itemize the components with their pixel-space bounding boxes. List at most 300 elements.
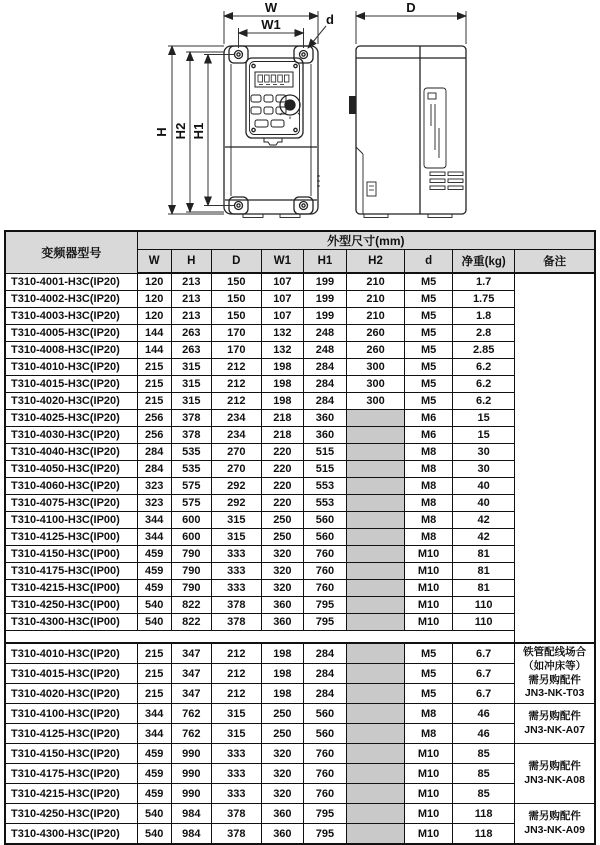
value-cell: 320 xyxy=(261,563,303,580)
value-cell: 459 xyxy=(137,784,171,804)
inverter-outline-drawing xyxy=(0,0,600,230)
value-cell: 320 xyxy=(261,764,303,784)
value-cell: 210 xyxy=(346,273,404,291)
value-cell: 198 xyxy=(261,664,303,684)
table-row xyxy=(5,563,595,580)
value-cell: 790 xyxy=(171,546,211,563)
value-cell: 333 xyxy=(211,764,261,784)
value-cell: 250 xyxy=(261,512,303,529)
value-cell: 215 xyxy=(137,664,171,684)
value-cell xyxy=(346,529,404,546)
value-cell: 150 xyxy=(211,291,261,308)
value-cell: 333 xyxy=(211,563,261,580)
table-row xyxy=(5,824,595,845)
value-cell: 292 xyxy=(211,495,261,512)
value-cell: 984 xyxy=(171,824,211,845)
value-cell: M5 xyxy=(405,393,453,410)
section-separator-row xyxy=(5,631,595,644)
value-cell: 560 xyxy=(303,724,346,744)
value-cell: 315 xyxy=(211,529,261,546)
value-cell: 220 xyxy=(261,495,303,512)
table-row xyxy=(5,784,595,804)
value-cell: 234 xyxy=(211,427,261,444)
model-cell: T310-4020-H3C(IP20) xyxy=(5,684,137,704)
value-cell: 270 xyxy=(211,461,261,478)
value-cell: M6 xyxy=(405,410,453,427)
value-cell: 215 xyxy=(137,643,171,664)
table-row xyxy=(5,444,595,461)
table-row xyxy=(5,342,595,359)
dim-label-h: H xyxy=(154,127,169,137)
value-cell: 984 xyxy=(171,804,211,824)
value-cell: 215 xyxy=(137,393,171,410)
value-cell: M6 xyxy=(405,427,453,444)
model-cell: T310-4100-H3C(IP00) xyxy=(5,512,137,529)
value-cell: 600 xyxy=(171,529,211,546)
value-cell: 198 xyxy=(261,643,303,664)
value-cell: 6.7 xyxy=(453,664,515,684)
value-cell: 250 xyxy=(261,529,303,546)
value-cell: 85 xyxy=(453,764,515,784)
value-cell: 6.7 xyxy=(453,643,515,664)
table-row xyxy=(5,597,595,614)
dimensions-group-header: 外型尺寸(mm) xyxy=(137,231,595,250)
value-cell: 760 xyxy=(303,764,346,784)
value-cell: M5 xyxy=(405,308,453,325)
table-row xyxy=(5,546,595,563)
value-cell: 40 xyxy=(453,495,515,512)
value-cell: 198 xyxy=(261,684,303,704)
value-cell xyxy=(346,444,404,461)
value-cell: M8 xyxy=(405,724,453,744)
value-cell: 1.7 xyxy=(453,273,515,291)
value-cell: 560 xyxy=(303,512,346,529)
value-cell: 535 xyxy=(171,461,211,478)
model-cell: T310-4015-H3C(IP20) xyxy=(5,664,137,684)
value-cell: 284 xyxy=(303,376,346,393)
model-cell: T310-4300-H3C(IP20) xyxy=(5,824,137,845)
value-cell: 210 xyxy=(346,291,404,308)
value-cell: 248 xyxy=(303,325,346,342)
value-cell: 215 xyxy=(137,376,171,393)
value-cell xyxy=(346,744,404,764)
dimensions-table xyxy=(4,230,596,845)
front-view xyxy=(224,46,320,218)
value-cell: 790 xyxy=(171,580,211,597)
model-cell: T310-4175-H3C(IP20) xyxy=(5,764,137,784)
model-cell: T310-4050-H3C(IP20) xyxy=(5,461,137,478)
value-cell: 212 xyxy=(211,684,261,704)
value-cell xyxy=(346,563,404,580)
value-cell: 118 xyxy=(453,804,515,824)
value-cell: 344 xyxy=(137,512,171,529)
value-cell: 212 xyxy=(211,376,261,393)
value-cell: 360 xyxy=(261,804,303,824)
value-cell: 213 xyxy=(171,308,211,325)
value-cell: M10 xyxy=(405,744,453,764)
model-cell: T310-4030-H3C(IP20) xyxy=(5,427,137,444)
col-header-remark: 备注 xyxy=(515,250,595,274)
value-cell: M8 xyxy=(405,478,453,495)
value-cell: 144 xyxy=(137,342,171,359)
value-cell: 150 xyxy=(211,308,261,325)
value-cell: 760 xyxy=(303,580,346,597)
value-cell: 234 xyxy=(211,410,261,427)
value-cell: 459 xyxy=(137,580,171,597)
value-cell: 760 xyxy=(303,563,346,580)
value-cell: 6.7 xyxy=(453,684,515,704)
dimensions-table-body xyxy=(5,273,595,844)
value-cell: 6.2 xyxy=(453,393,515,410)
value-cell: 333 xyxy=(211,744,261,764)
value-cell: 535 xyxy=(171,444,211,461)
value-cell: 199 xyxy=(303,291,346,308)
value-cell: 575 xyxy=(171,478,211,495)
model-cell: T310-4125-H3C(IP00) xyxy=(5,529,137,546)
value-cell: 6.2 xyxy=(453,376,515,393)
value-cell: 560 xyxy=(303,704,346,724)
col-header-hole: d xyxy=(405,250,453,274)
col-header-h2: H2 xyxy=(346,250,404,274)
value-cell: 378 xyxy=(211,804,261,824)
value-cell: 515 xyxy=(303,461,346,478)
vent-slots-icon xyxy=(430,172,463,190)
value-cell: 215 xyxy=(137,684,171,704)
value-cell: 344 xyxy=(137,529,171,546)
value-cell xyxy=(346,724,404,744)
model-cell: T310-4150-H3C(IP00) xyxy=(5,546,137,563)
value-cell: 315 xyxy=(171,376,211,393)
remark-cell: 铁管配线场合 （如冲床等） 需另购配件 JN3-NK-T03 xyxy=(515,643,595,704)
value-cell: 284 xyxy=(137,461,171,478)
value-cell: 213 xyxy=(171,291,211,308)
table-row xyxy=(5,410,595,427)
value-cell: 600 xyxy=(171,512,211,529)
value-cell: 107 xyxy=(261,308,303,325)
value-cell: 15 xyxy=(453,427,515,444)
value-cell: 459 xyxy=(137,764,171,784)
value-cell: 315 xyxy=(211,512,261,529)
value-cell: M10 xyxy=(405,563,453,580)
value-cell: M5 xyxy=(405,325,453,342)
table-row xyxy=(5,308,595,325)
value-cell: 107 xyxy=(261,273,303,291)
value-cell: M8 xyxy=(405,444,453,461)
value-cell: M5 xyxy=(405,342,453,359)
value-cell xyxy=(346,580,404,597)
value-cell: 553 xyxy=(303,495,346,512)
value-cell: 263 xyxy=(171,342,211,359)
remark-cell: 需另购配件 JN3-NK-A08 xyxy=(515,744,595,804)
value-cell: 199 xyxy=(303,308,346,325)
value-cell: M10 xyxy=(405,804,453,824)
value-cell: 822 xyxy=(171,614,211,631)
col-header-w: W xyxy=(137,250,171,274)
value-cell: 46 xyxy=(453,704,515,724)
model-cell: T310-4100-H3C(IP20) xyxy=(5,704,137,724)
value-cell: 378 xyxy=(171,427,211,444)
value-cell: 150 xyxy=(211,273,261,291)
col-header-weight: 净重(kg) xyxy=(453,250,515,274)
value-cell: 120 xyxy=(137,273,171,291)
value-cell: 220 xyxy=(261,461,303,478)
dim-label-depth: D xyxy=(406,0,416,15)
value-cell: 144 xyxy=(137,325,171,342)
value-cell xyxy=(346,784,404,804)
table-row xyxy=(5,664,595,684)
value-cell: 250 xyxy=(261,724,303,744)
value-cell: M5 xyxy=(405,291,453,308)
value-cell: 284 xyxy=(303,643,346,664)
model-cell: T310-4125-H3C(IP20) xyxy=(5,724,137,744)
value-cell xyxy=(346,664,404,684)
value-cell: 378 xyxy=(171,410,211,427)
value-cell: 81 xyxy=(453,563,515,580)
dim-label-d-hole: d xyxy=(326,12,334,27)
value-cell: 540 xyxy=(137,597,171,614)
value-cell: 198 xyxy=(261,359,303,376)
value-cell: 85 xyxy=(453,744,515,764)
value-cell: 199 xyxy=(303,273,346,291)
value-cell: 575 xyxy=(171,495,211,512)
value-cell xyxy=(346,704,404,724)
table-row xyxy=(5,580,595,597)
col-header-w1: W1 xyxy=(261,250,303,274)
dim-label-h1: H1 xyxy=(191,122,206,140)
value-cell: 790 xyxy=(171,563,211,580)
table-row xyxy=(5,643,595,664)
value-cell: 459 xyxy=(137,744,171,764)
value-cell: 540 xyxy=(137,824,171,845)
table-row xyxy=(5,291,595,308)
value-cell: 210 xyxy=(346,308,404,325)
value-cell: 347 xyxy=(171,643,211,664)
value-cell: 212 xyxy=(211,359,261,376)
table-row xyxy=(5,614,595,631)
side-view xyxy=(349,46,466,218)
value-cell: 2.85 xyxy=(453,342,515,359)
value-cell: 198 xyxy=(261,393,303,410)
value-cell: 333 xyxy=(211,546,261,563)
value-cell: M10 xyxy=(405,824,453,845)
model-cell: T310-4001-H3C(IP20) xyxy=(5,273,137,291)
value-cell: 132 xyxy=(261,325,303,342)
value-cell: 1.8 xyxy=(453,308,515,325)
table-row xyxy=(5,684,595,704)
table-row xyxy=(5,764,595,784)
value-cell xyxy=(346,461,404,478)
value-cell: 990 xyxy=(171,764,211,784)
col-header-d: D xyxy=(211,250,261,274)
value-cell: 260 xyxy=(346,342,404,359)
value-cell: 360 xyxy=(261,597,303,614)
value-cell: 220 xyxy=(261,478,303,495)
value-cell: 760 xyxy=(303,744,346,764)
value-cell: 218 xyxy=(261,410,303,427)
value-cell: M5 xyxy=(405,359,453,376)
value-cell: 46 xyxy=(453,724,515,744)
table-row xyxy=(5,325,595,342)
table-row xyxy=(5,495,595,512)
value-cell xyxy=(346,804,404,824)
model-cell: T310-4040-H3C(IP20) xyxy=(5,444,137,461)
value-cell: 260 xyxy=(346,325,404,342)
table-row xyxy=(5,724,595,744)
model-cell: T310-4010-H3C(IP20) xyxy=(5,359,137,376)
table-row xyxy=(5,376,595,393)
value-cell: 212 xyxy=(211,643,261,664)
value-cell: M8 xyxy=(405,495,453,512)
remark-cell: 需另购配件 JN3-NK-A07 xyxy=(515,704,595,744)
table-row xyxy=(5,273,595,291)
value-cell: 320 xyxy=(261,744,303,764)
value-cell: 990 xyxy=(171,744,211,764)
value-cell: 284 xyxy=(303,664,346,684)
value-cell: M8 xyxy=(405,704,453,724)
value-cell: 170 xyxy=(211,342,261,359)
value-cell: 990 xyxy=(171,784,211,804)
value-cell: 360 xyxy=(303,410,346,427)
value-cell: 459 xyxy=(137,546,171,563)
value-cell: 315 xyxy=(171,393,211,410)
value-cell: 170 xyxy=(211,325,261,342)
value-cell: 300 xyxy=(346,393,404,410)
value-cell: 120 xyxy=(137,291,171,308)
value-cell: 212 xyxy=(211,664,261,684)
value-cell: 40 xyxy=(453,478,515,495)
table-row xyxy=(5,427,595,444)
value-cell: 315 xyxy=(211,704,261,724)
value-cell: 315 xyxy=(211,724,261,744)
value-cell: 515 xyxy=(303,444,346,461)
model-cell: T310-4002-H3C(IP20) xyxy=(5,291,137,308)
model-cell: T310-4300-H3C(IP00) xyxy=(5,614,137,631)
value-cell: M10 xyxy=(405,580,453,597)
value-cell: M5 xyxy=(405,664,453,684)
value-cell: M5 xyxy=(405,273,453,291)
value-cell: 300 xyxy=(346,376,404,393)
value-cell: 215 xyxy=(137,359,171,376)
value-cell: 320 xyxy=(261,784,303,804)
value-cell: M5 xyxy=(405,376,453,393)
value-cell: 42 xyxy=(453,529,515,546)
value-cell: 360 xyxy=(303,427,346,444)
model-cell: T310-4005-H3C(IP20) xyxy=(5,325,137,342)
table-row xyxy=(5,512,595,529)
col-header-h: H xyxy=(171,250,211,274)
value-cell: 284 xyxy=(303,393,346,410)
value-cell xyxy=(346,614,404,631)
value-cell: M10 xyxy=(405,784,453,804)
value-cell: 540 xyxy=(137,804,171,824)
value-cell: M8 xyxy=(405,529,453,546)
value-cell: 1.75 xyxy=(453,291,515,308)
model-cell: T310-4250-H3C(IP20) xyxy=(5,804,137,824)
seven-segment-display-icon xyxy=(255,72,293,87)
value-cell: 30 xyxy=(453,461,515,478)
value-cell: 553 xyxy=(303,478,346,495)
dimension-lines xyxy=(168,11,466,214)
model-cell: T310-4215-H3C(IP20) xyxy=(5,784,137,804)
value-cell: 333 xyxy=(211,580,261,597)
value-cell: M5 xyxy=(405,643,453,664)
dimension-diagram xyxy=(0,0,600,230)
value-cell: 360 xyxy=(261,614,303,631)
model-cell: T310-4003-H3C(IP20) xyxy=(5,308,137,325)
dim-label-h2: H2 xyxy=(173,122,188,140)
value-cell: 795 xyxy=(303,804,346,824)
value-cell: 248 xyxy=(303,342,346,359)
value-cell xyxy=(346,597,404,614)
value-cell: 762 xyxy=(171,724,211,744)
model-cell: T310-4175-H3C(IP00) xyxy=(5,563,137,580)
value-cell: 250 xyxy=(261,704,303,724)
value-cell: 320 xyxy=(261,546,303,563)
value-cell xyxy=(346,764,404,784)
model-cell: T310-4008-H3C(IP20) xyxy=(5,342,137,359)
value-cell: 762 xyxy=(171,704,211,724)
value-cell: 378 xyxy=(211,824,261,845)
value-cell xyxy=(346,427,404,444)
model-cell: T310-4015-H3C(IP20) xyxy=(5,376,137,393)
value-cell: 212 xyxy=(211,393,261,410)
remark-cell: 需另购配件 JN3-NK-A09 xyxy=(515,804,595,845)
value-cell: 360 xyxy=(261,824,303,845)
table-row xyxy=(5,478,595,495)
value-cell xyxy=(346,643,404,664)
value-cell xyxy=(346,495,404,512)
value-cell: 118 xyxy=(453,824,515,845)
value-cell: 795 xyxy=(303,614,346,631)
value-cell xyxy=(346,512,404,529)
value-cell: M10 xyxy=(405,597,453,614)
value-cell: M10 xyxy=(405,614,453,631)
value-cell: 795 xyxy=(303,597,346,614)
value-cell: 132 xyxy=(261,342,303,359)
value-cell: 284 xyxy=(303,684,346,704)
value-cell: 315 xyxy=(171,359,211,376)
value-cell: M10 xyxy=(405,764,453,784)
table-row xyxy=(5,744,595,764)
value-cell: 378 xyxy=(211,597,261,614)
value-cell: 30 xyxy=(453,444,515,461)
value-cell: 300 xyxy=(346,359,404,376)
value-cell: 540 xyxy=(137,614,171,631)
value-cell: 256 xyxy=(137,427,171,444)
table-row xyxy=(5,461,595,478)
model-cell: T310-4020-H3C(IP20) xyxy=(5,393,137,410)
value-cell xyxy=(346,478,404,495)
value-cell: 344 xyxy=(137,724,171,744)
model-column-header: 变频器型号 xyxy=(5,231,137,273)
value-cell: 42 xyxy=(453,512,515,529)
keypad-panel xyxy=(246,58,303,138)
value-cell: 263 xyxy=(171,325,211,342)
value-cell: 218 xyxy=(261,427,303,444)
value-cell: 760 xyxy=(303,784,346,804)
nameplate-label xyxy=(424,88,446,168)
value-cell: 256 xyxy=(137,410,171,427)
value-cell: M10 xyxy=(405,546,453,563)
value-cell: 6.2 xyxy=(453,359,515,376)
value-cell: 333 xyxy=(211,784,261,804)
value-cell: 292 xyxy=(211,478,261,495)
value-cell: 344 xyxy=(137,704,171,724)
value-cell: 822 xyxy=(171,597,211,614)
value-cell: 459 xyxy=(137,563,171,580)
value-cell: 323 xyxy=(137,495,171,512)
value-cell: 110 xyxy=(453,614,515,631)
